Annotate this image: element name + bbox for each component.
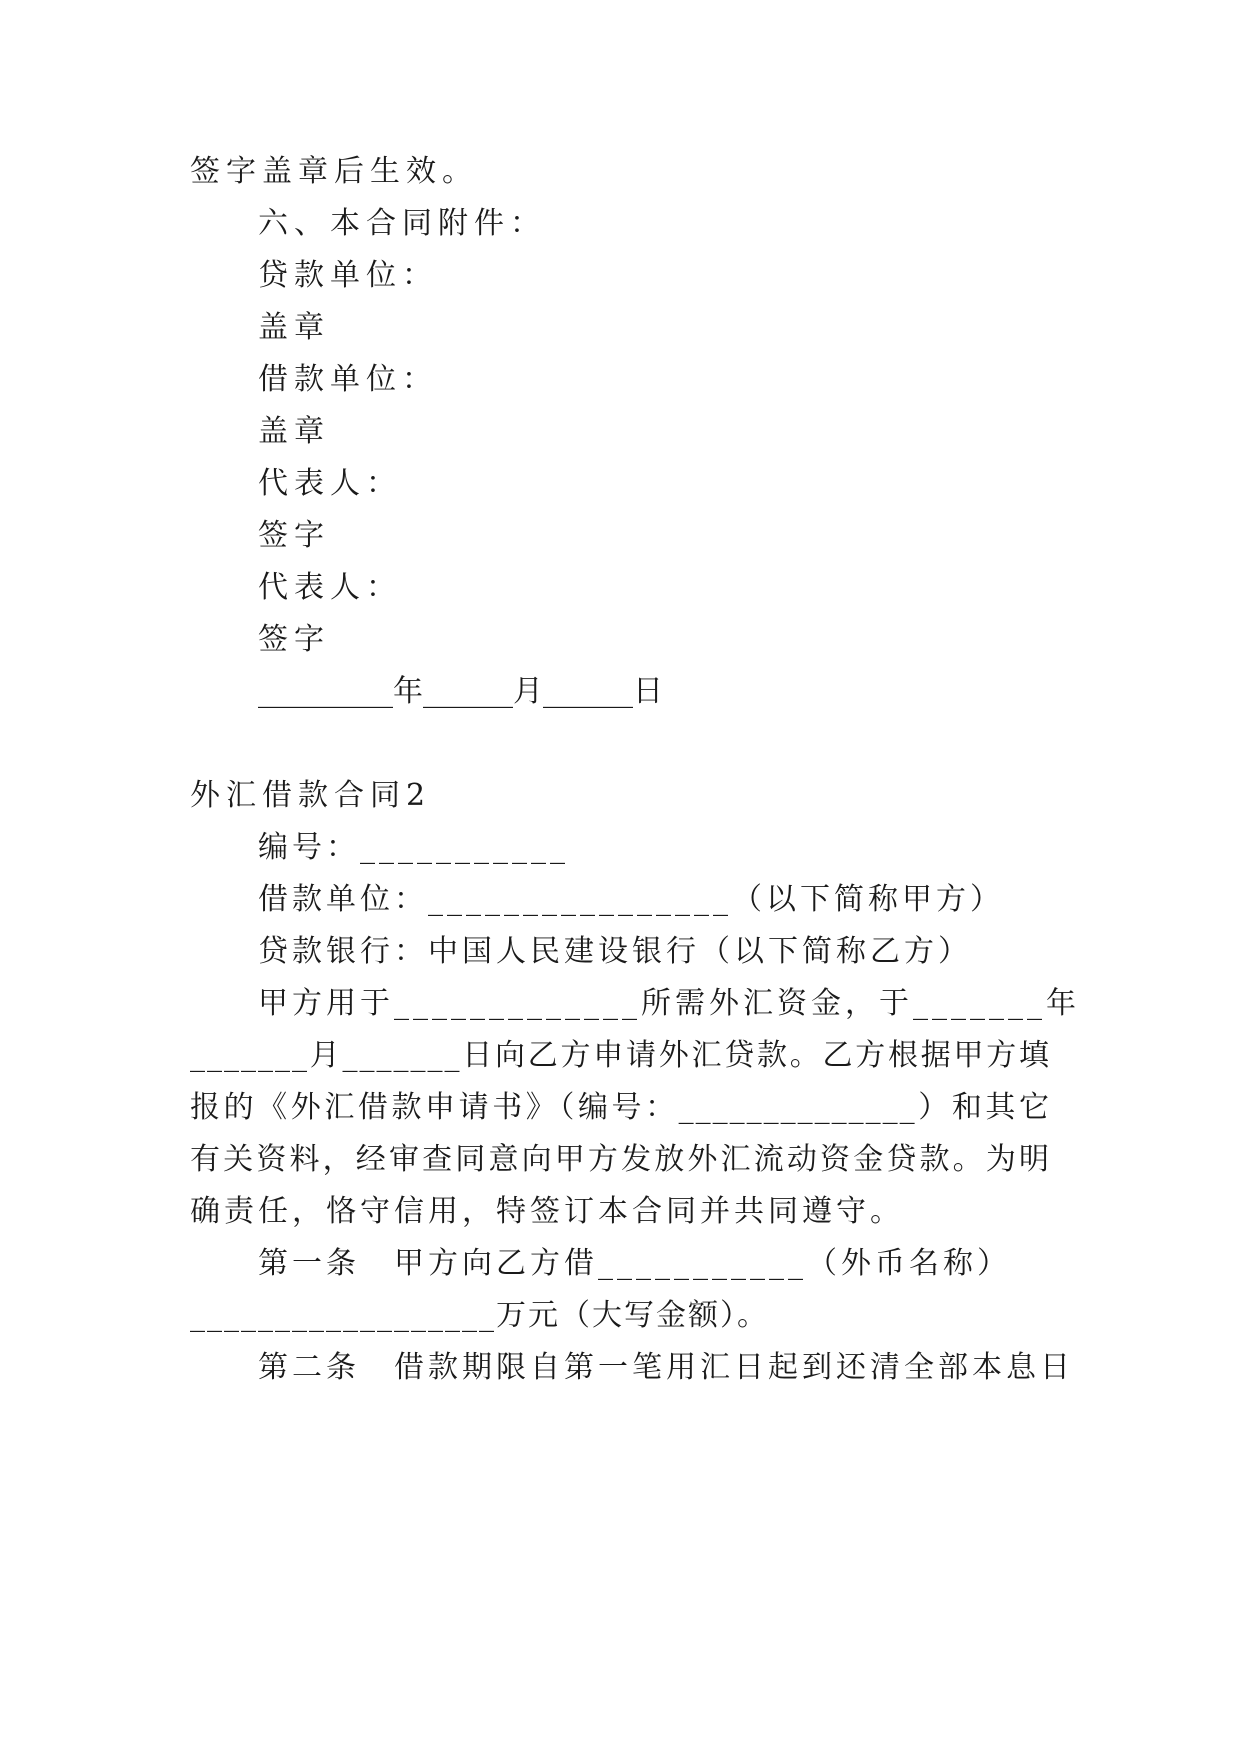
clause-line: 第二条 借款期限自第一笔用汇日起到还清全部本息日 [258,1350,1074,1385]
text-line: _______月_______日向乙方申请外汇贷款。乙方根据甲方填 [190,1038,1051,1073]
text-line: 借款单位： [258,362,438,397]
text-line: 盖章 [258,310,330,345]
text-line: 编号：___________ [258,830,569,865]
clause-line: 第一条 甲方向乙方借___________（外币名称） [258,1246,1011,1281]
text-line: 签字盖章后生效。 [190,154,478,189]
text-line: 盖章 [258,414,330,449]
text-line: 借款单位：________________（以下简称甲方） [258,882,1004,917]
text-line: 确责任，恪守信用，特签订本合同并共同遵守。 [190,1194,904,1229]
document-title: 外汇借款合同2 [190,778,432,813]
text-line: 贷款单位： [258,258,438,293]
text-line: __________________万元（大写金额）。 [190,1298,769,1333]
text-line: 签字 [258,622,330,657]
date-line: _________年______月______日 [258,674,663,709]
section-heading: 六、本合同附件： [258,206,546,241]
text-line: 甲方用于_____________所需外汇资金，于_______年 [258,986,1080,1021]
text-line: 贷款银行：中国人民建设银行（以下简称乙方） [258,934,972,969]
text-line: 报的《外汇借款申请书》（编号：______________）和其它 [190,1090,1051,1125]
text-line: 代表人： [258,570,402,605]
text-line: 代表人： [258,466,402,501]
text-line: 有关资料，经审查同意向甲方发放外汇流动资金贷款。为明 [190,1142,1051,1177]
text-line: 签字 [258,518,330,553]
